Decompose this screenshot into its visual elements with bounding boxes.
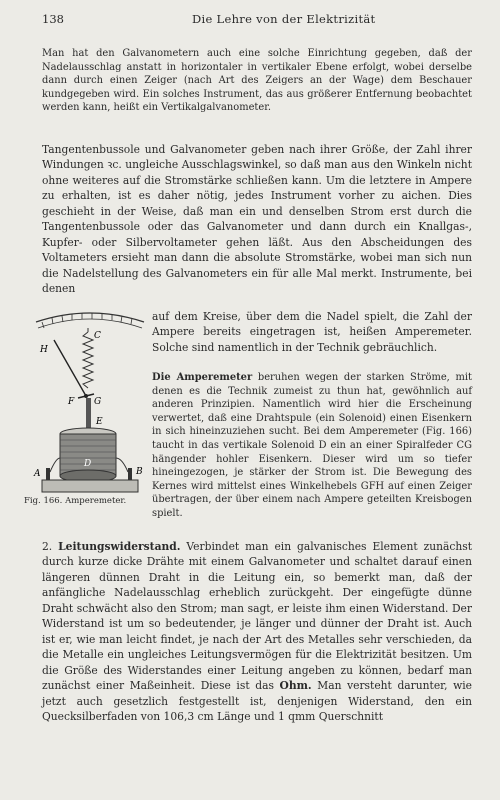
amperemeter-figure (28, 308, 152, 520)
section-heading: Leitungswiderstand. (58, 540, 181, 553)
label-c: C (94, 331, 101, 341)
page-number: 138 (42, 12, 64, 26)
label-f: F (68, 397, 75, 407)
paragraph-vertical-galvanometer: Man hat den Galvanometern auch eine solche Einrichtung gegeben, daß der Nadelausschlag anstatt in horizontaler in vertikaler Ebene erfolgt, wobei derselbe dann durch einen Zeiger (nach Art des Zeigers an der Wage) dem Beschauer kundgegeben wird. Ein solches Instrument, das aus größerer Entfernung beobachtet werden kann, heißt ein Vertikalgalvanometer. (42, 48, 472, 114)
section-number: 2. (42, 540, 53, 553)
resistance-end: Man versteht darunter, wie jetzt auch gesetzlich festgestellt ist, denjenigen Widerstand, den ein Quecksilberfaden von 106,3 cm Länge und 1 qmm Querschnitt (42, 679, 472, 723)
paragraph-resistance (42, 539, 472, 724)
paragraph-amperemeter (152, 371, 472, 521)
amperemeter-illustration (28, 308, 152, 498)
amperemeter-heading: Die Amperemeter (152, 372, 253, 383)
label-a: A (34, 469, 41, 479)
paragraph-calibration: Tangentenbussole und Galvanometer geben nach ihrer Größe, der Zahl ihrer Windungen ꝛc. ungleiche Ausschlagswinkel, so daß man aus den Winkeln nicht ohne weiteres auf die Stromstärke schließen kann. Um die letztere in Ampere zu erhalten, ist es daher nötig, jedes Instrument vorher zu aichen. Dies geschieht in der Weise, daß man ein und denselben Strom erst durch die Tangentenbussole oder das Galvanometer und dann durch ein Knallgas-, Kupfer- oder Silbervoltameter gehen läßt. Aus den Abscheidungen des Voltameters ersieht man dann die absolute Stromstärke, wobei man sich nun die Nadelstellung des Galvanometers ein für alle Mal merkt. Instrumente, bei denen (42, 143, 472, 296)
amperemeter-body: beruhen wegen der starken Ströme, mit denen es die Technik zumeist zu thun hat, gewöhnlich auf anderen Prinzipien. Namentlich wird hier die Erscheinung verwertet, daß eine Drahtspule (ein Solenoid) einen Eisenkern in sich hineinzuziehen sucht. Bei dem Amperemeter (Fig. 166) taucht in das vertikale Solenoid D ein an einer Spiralfeder CG hängender hohler Eisenkern. Dieser wird um so tiefer hineingezogen, je stärker der Strom ist. Die Bewegung des Kernes wird mittelst eines Winkelhebels GFH auf einen Zeiger übertragen, der über einem nach Ampere geteilten Kreisbogen spielt. (152, 372, 472, 519)
page-header (42, 6, 472, 26)
paragraph-amperemeter-def: auf dem Kreise, über dem die Nadel spielt, die Zahl der Ampere bereits eingetragen ist, heißen Amperemeter. Solche sind namentlich in der Technik gebräuchlich. (152, 310, 472, 354)
figure-caption: Fig. 166. Amperemeter. (24, 496, 127, 506)
label-h: H (40, 345, 48, 355)
ohm-term: Ohm. (279, 679, 312, 693)
resistance-body: Verbindet man ein galvanisches Element zunächst durch kurze dicke Drähte mit einem Galvanometer und schaltet darauf einen längeren dünnen Draht in die Leitung ein, so bemerkt man, daß der anfängliche Nadelausschlag erheblich zurückgeht. Der eingefügte dünne Draht schwächt also den Strom; man sagt, er leiste ihm einen Widerstand. Der Widerstand ist um so bedeutender, je länger und dünner der Draht ist. Auch ist er, wie man leicht findet, je nach der Art des Metalles sehr verschieden, da die Metalle ein ungleiches Leitungsvermögen für die Elektrizität besitzen. Um die Größe des Widerstandes einer Leitung angeben zu können, bedarf man zunächst einer Maßeinheit. Diese ist das (42, 540, 472, 693)
label-b: B (136, 467, 143, 477)
label-d: D (84, 459, 92, 469)
label-e: E (96, 417, 103, 427)
running-title: Die Lehre von der Elektrizität (192, 12, 376, 26)
label-g: G (94, 397, 102, 407)
